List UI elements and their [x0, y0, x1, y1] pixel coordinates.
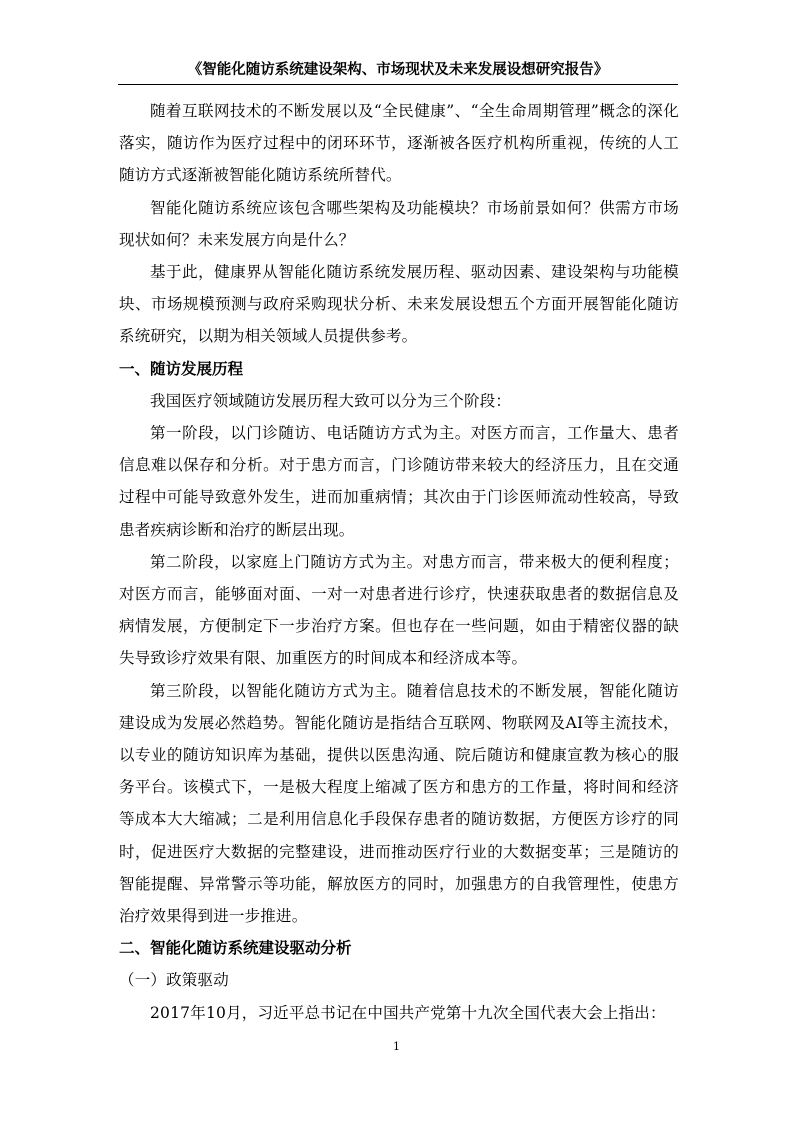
- intro-paragraph-2: 智能化随访系统应该包含哪些架构及功能模块？市场前景如何？供需方市场现状如何？未来发展方向是什么？: [119, 198, 679, 249]
- history-paragraph-stage-1: 第一阶段，以门诊随访、电话随访方式为主。对医方而言，工作量大、患者信息难以保存和分析。对于患方而言，门诊随访带来较大的经济压力，且在交通过程中可能导致意外发生，进而加重病情；其次由于门诊医师流动性较高，导致患者疾病诊断和治疗的断层出现。: [119, 424, 679, 539]
- document-body: [119, 95, 679, 1029]
- document-header-title: 《智能化随访系统建设架构、市场现状及未来发展设想研究报告》: [187, 62, 609, 78]
- section-heading-1: 一、随访发展历程: [119, 359, 244, 378]
- history-paragraph-stage-2: 第二阶段，以家庭上门随访方式为主。对患方而言，带来极大的便利程度；对医方而言，能够面对面、一对一对患者进行诊疗，快速获取患者的数据信息及病情发展，方便制定下一步治疗方案。但也存在一些问题，如由于精密仪器的缺失导致诊疗效果有限、加重医方的时间成本和经济成本等。: [119, 552, 679, 668]
- header-divider: [118, 84, 678, 85]
- section-heading-2: 二、智能化随访系统建设驱动分析: [119, 939, 352, 958]
- intro-paragraph-1: 随着互联网技术的不断发展以及“全民健康”、“全生命周期管理”概念的深化落实，随访作为医疗过程中的闭环环节，逐渐被各医疗机构所重视，传统的人工随访方式逐渐被智能化随访系统所替代。: [119, 102, 679, 185]
- subsection-heading-1: （一）政策驱动: [119, 971, 229, 990]
- page-number: 1: [393, 1040, 400, 1053]
- intro-paragraph-3: 基于此，健康界从智能化随访系统发展历程、驱动因素、建设架构与功能模块、市场规模预测与政府采购现状分析、未来发展设想五个方面开展智能化随访系统研究，以期为相关领域人员提供参考。: [119, 263, 679, 346]
- history-paragraph-overview: 我国医疗领域随访发展历程大致可以分为三个阶段：: [150, 391, 512, 410]
- history-paragraph-stage-3: 第三阶段，以智能化随访方式为主。随着信息技术的不断发展，智能化随访建设成为发展必然趋势。智能化随访是指结合互联网、物联网及AI等主流技术，以专业的随访知识库为基础，提供以医患沟通、院后随访和健康宣教为核心的服务平台。该模式下，一是极大程度上缩减了医方和患方的工作量，将时间和经济等成本大大缩减；二是利用信息化手段保存患者的随访数据，方便医方诊疗的同时，促进医疗大数据的完整建设，进而推动医疗行业的大数据变革；三是随访的智能提醒、异常警示等功能，解放医方的同时，加强患方的自我管理性，使患方治疗效果得到进一步推进。: [119, 681, 679, 926]
- policy-paragraph-1: 2017年10月，习近平总书记在中国共产党第十九次全国代表大会上指出：: [150, 1003, 666, 1022]
